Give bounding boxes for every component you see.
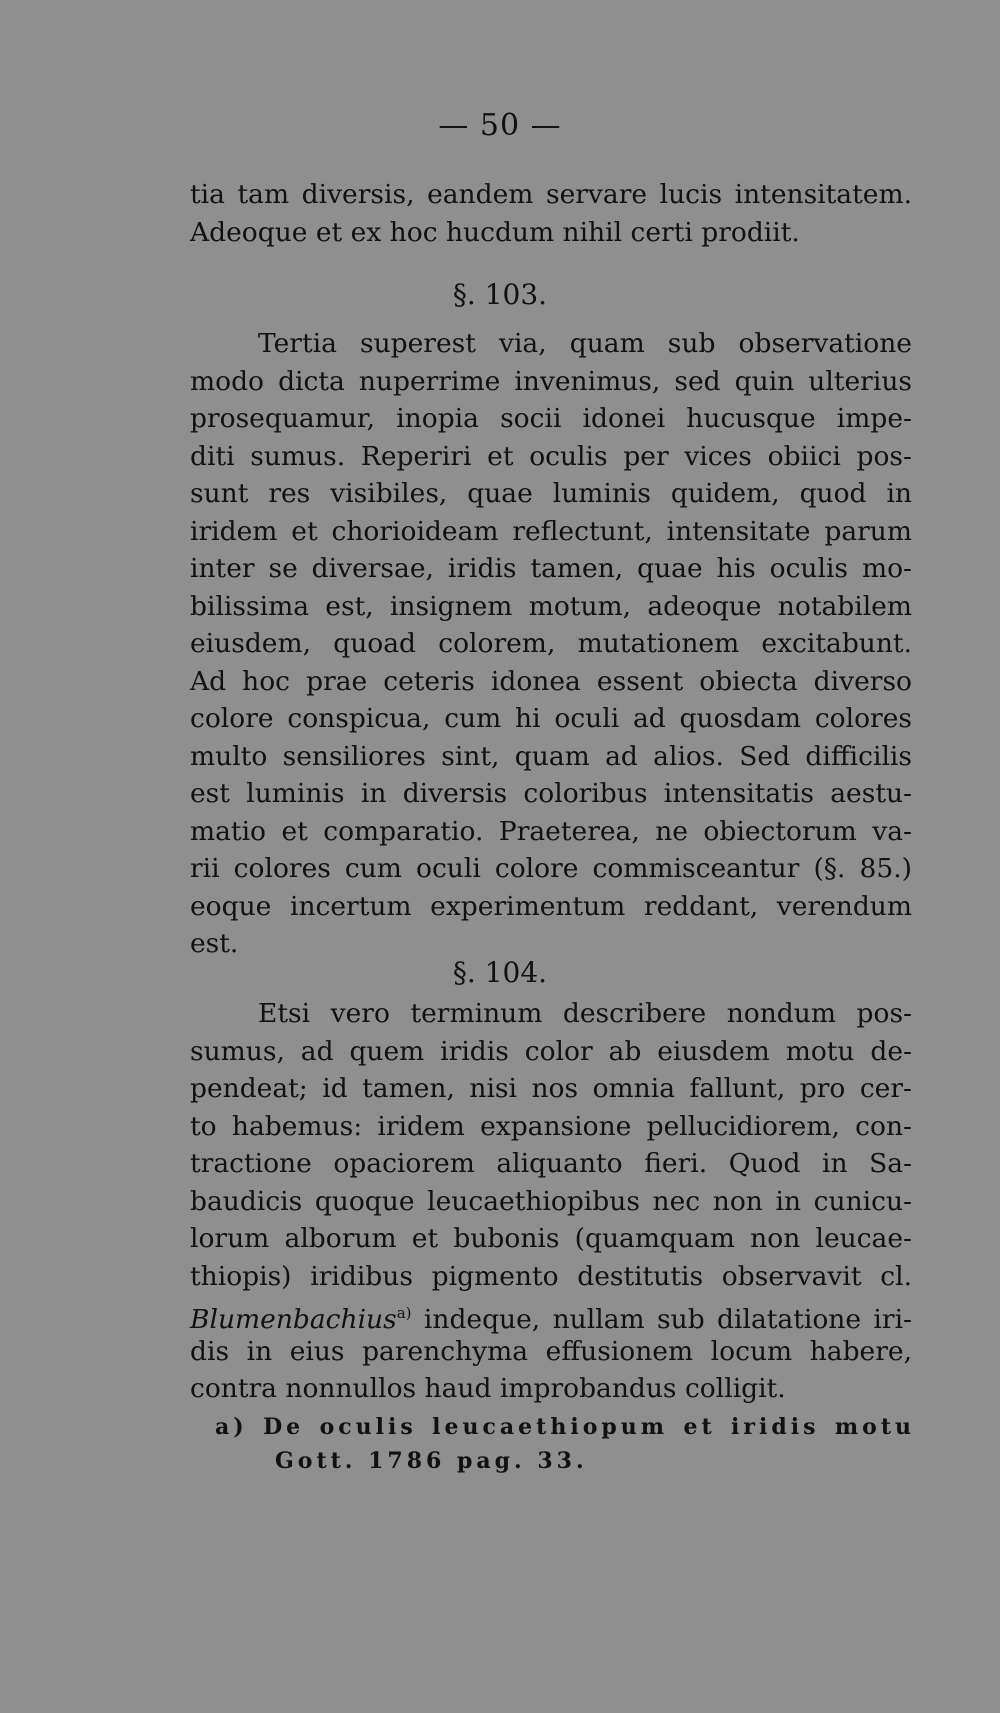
footnote	[215, 1410, 915, 1478]
text-line: Etsi vero terminum describere nondum pos-	[258, 998, 912, 1029]
footnote-line: a) De oculis leucaethiopum et iridis motu	[215, 1414, 915, 1440]
text-line: rii colores cum oculi colore commisceantur (§. 85.)	[190, 853, 912, 884]
page-number: — 50 —	[438, 108, 562, 143]
text-line: eoque incertum experimentum reddant, verendum	[190, 890, 912, 922]
text-fragment: indeque, nullam sub dilatatione iri-	[411, 1303, 912, 1335]
text-line: tia tam diversis, eandem servare lucis intensitatem.	[190, 179, 912, 210]
text-line: bilissima est, insignem motum, adeoque notabilem	[190, 590, 912, 622]
text-line: Adeoque et ex hoc hucdum nihil certi prodiit.	[190, 216, 800, 248]
continuation-paragraph	[190, 176, 912, 251]
text-line: matio et comparatio. Praeterea, ne obiectorum va-	[190, 815, 912, 847]
text-line: sunt res visibiles, quae luminis quidem, quod in	[190, 478, 912, 509]
text-line: contra nonnullos haud improbandus colligit.	[190, 1373, 786, 1404]
author-name: Blumenbachius	[190, 1303, 397, 1335]
text-line: prosequamur, inopia socii idonei hucusque impe-	[190, 403, 912, 434]
text-line: sumus, ad quem iridis color ab eiusdem motu de-	[190, 1035, 912, 1067]
text-line: est.	[190, 928, 239, 959]
text-line: multo sensiliores sint, quam ad alios. Sed difficilis	[190, 740, 912, 772]
text-line: to habemus: iridem expansione pellucidiorem, con-	[190, 1110, 912, 1142]
text-line: tractione opaciorem aliquanto fieri. Quod in Sa-	[190, 1148, 912, 1179]
footnote-line: Gott. 1786 pag. 33.	[275, 1448, 588, 1474]
section-heading-104: §. 104.	[452, 956, 548, 989]
section-104-paragraph	[190, 995, 912, 1408]
text-line: dis in eius parenchyma effusionem locum habere,	[190, 1335, 912, 1367]
section-103-paragraph	[190, 325, 912, 963]
text-line: baudicis quoque leucaethiopibus nec non in cunicu-	[190, 1185, 912, 1217]
text-line: est luminis in diversis coloribus intensitatis aestu-	[190, 778, 912, 809]
text-line-with-name	[190, 1295, 912, 1333]
text-line: diti sumus. Reperiri et oculis per vices obiici pos-	[190, 440, 912, 472]
text-line: thiopis) iridibus pigmento destitutis observavit cl.	[190, 1260, 912, 1292]
text-line: inter se diversae, iridis tamen, quae his oculis mo-	[190, 553, 912, 584]
text-line: iridem et chorioideam reflectunt, intensitate parum	[190, 515, 912, 547]
text-line: Tertia superest via, quam sub observatione	[258, 328, 912, 359]
text-line: pendeat; id tamen, nisi nos omnia fallunt, pro cer-	[190, 1073, 912, 1104]
footnote-ref: a)	[396, 1304, 412, 1322]
section-heading-103: §. 103.	[452, 278, 548, 311]
text-line: colore conspicua, cum hi oculi ad quosdam colores	[190, 703, 912, 734]
text-line: lorum alborum et bubonis (quamquam non leucae-	[190, 1223, 912, 1254]
text-line: eiusdem, quoad colorem, mutationem excitabunt.	[190, 628, 912, 659]
text-line: modo dicta nuperrime invenimus, sed quin ulterius	[190, 365, 912, 397]
text-line: Ad hoc prae ceteris idonea essent obiecta diverso	[190, 665, 912, 697]
